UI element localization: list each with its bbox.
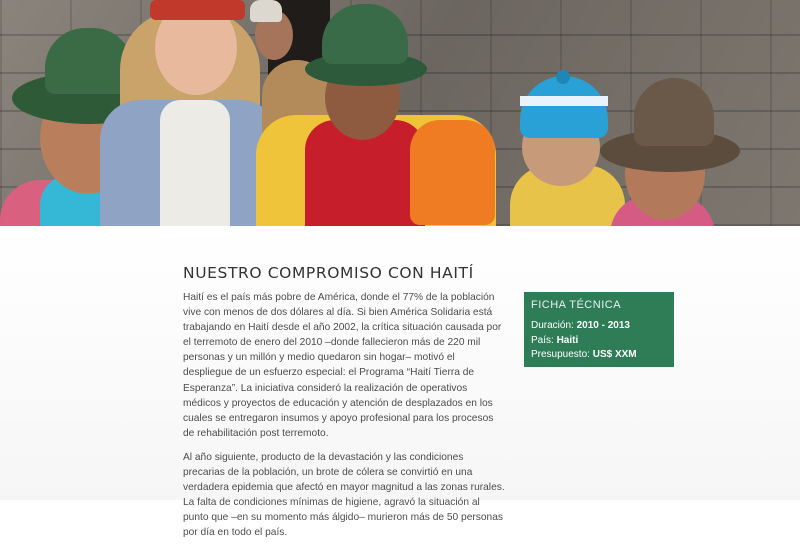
ficha-presupuesto-value: US$ XXM [592,349,637,360]
page-title: NUESTRO COMPROMISO CON HAITÍ [183,264,474,282]
article-paragraph-1: Haití es el país más pobre de América, donde el 77% de la población vive con menos de dos dólares al día. Si bien América Solidaria está trabajando en Haití desde el año 2002, la crítica situación causada por el terremoto de enero del 2010 –donde fallecieron más de 220 mil personas y un millón y medio quedaron sin hogar– motivó el despliegue de un esfuerzo especial: el Programa “Haití Tierra de Esperanza”. La iniciativa consideró la realización de operativos médicos y proyectos de educación y atención de desplazados en los cuales se entregaron insumos y apoyo profesional para los procesos de rehabilitación post terremoto. [183,292,502,439]
hero-photo [0,0,800,226]
ficha-pais-value: Haiti [556,334,579,346]
ficha-tecnica-box [524,292,674,367]
ficha-pais [531,334,667,349]
ficha-duracion-label: Duración: [531,320,574,331]
article-paragraph-2: Al año siguiente, producto de la devastación y las condiciones precarias de la población, un brote de cólera se convirtió en una verdadera epidemia que afectó en mayor magnitud a las zonas rurales. La falta de condiciones mínimas de higiene, agravó la situación al punto que –en su momento más álgido– murieron más de 50 personas por día en todo el país. [183,451,505,539]
ficha-pais-label: País: [531,334,554,346]
ficha-duracion [531,319,667,334]
content-area [0,226,800,539]
ficha-duracion-value: 2010 - 2013 [576,320,630,331]
ficha-presupuesto [531,348,667,363]
ficha-presupuesto-label: Presupuesto: [531,349,590,360]
ficha-title: FICHA TÉCNICA [531,299,622,311]
article-body [183,290,505,550]
